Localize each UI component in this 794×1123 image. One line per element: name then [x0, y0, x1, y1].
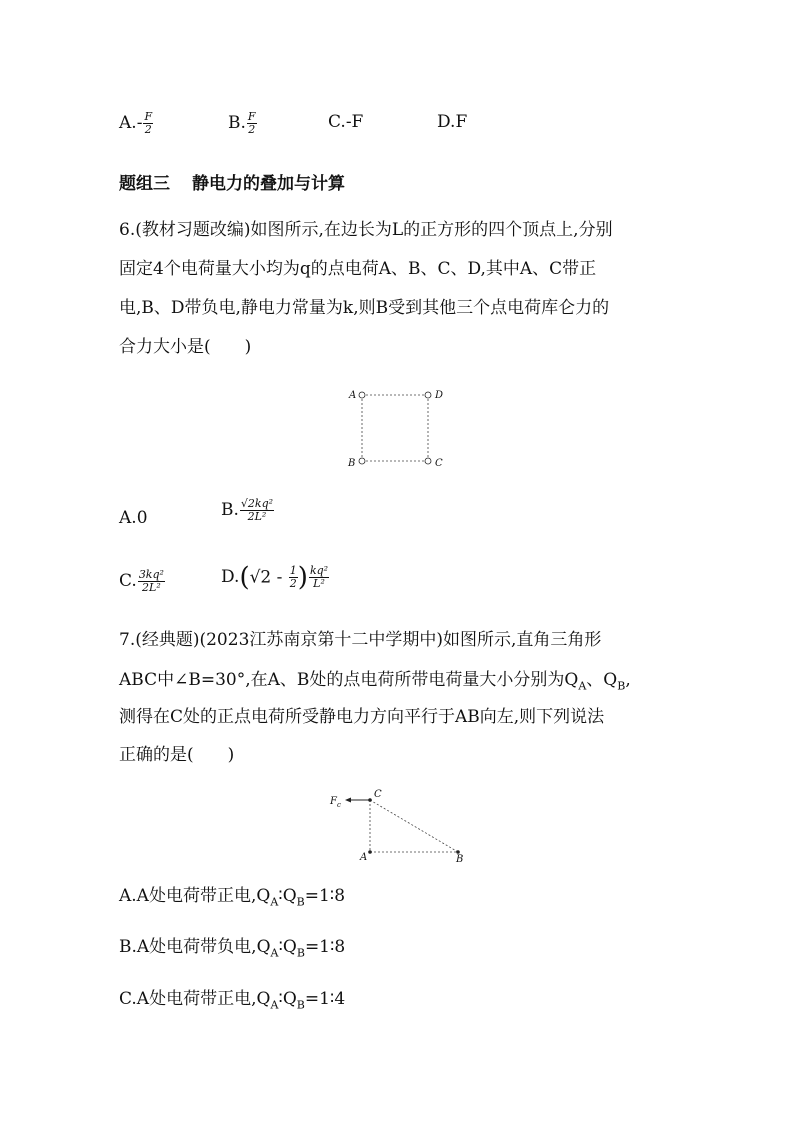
- q5-option-c: C.-F: [328, 112, 364, 132]
- q6-line-3: 电,B、D带负电,静电力常量为k,则B受到其他三个点电荷库仑力的: [119, 298, 610, 318]
- q7-option-c: C.A处电荷带正电$,Q_A∶Q_B=1∶4$: [119, 989, 346, 1012]
- label-c: C: [374, 789, 382, 800]
- label-a: A: [349, 390, 357, 401]
- q5-option-b: B. $\frac{F}{2}$: [228, 110, 256, 136]
- q7-line-3: 测得在C处的正点电荷所受静电力方向平行于AB向左,则下列说法: [119, 707, 605, 727]
- q7-option-b: B.A处电荷带负电$,Q_A∶Q_B=1∶8$: [119, 937, 346, 960]
- force-arrow-icon: [345, 798, 351, 803]
- section-heading: 题组三 静电力的叠加与计算: [119, 174, 345, 194]
- q7-line-1: 7.(经典题)(2023江苏南京第十二中学期中)如图所示,直角三角形: [119, 630, 602, 650]
- q5-option-d: D.F: [437, 112, 468, 132]
- label-d: D: [435, 390, 444, 401]
- charge-c: [425, 458, 431, 464]
- q7-triangle-figure: [325, 785, 475, 865]
- label-c: C: [435, 458, 443, 469]
- q5-option-a: A.- $\frac{F}{2}$: [119, 110, 153, 136]
- label-f: F: [330, 796, 337, 807]
- label-a: A: [360, 852, 368, 863]
- q6-option-c: C. $\frac{\text{3kq²}}{\text{2L²}}$: [119, 568, 164, 594]
- q6-option-d: D.(√2 - $\frac{1}{2}$ ) $\frac{\text{kq²}}{\text{L²}}$: [221, 562, 329, 593]
- point-a: [368, 850, 372, 854]
- label-b: B: [456, 854, 464, 865]
- q6-line-2: 固定4个电荷量大小均为q的点电荷A、B、C、D,其中A、C带正: [119, 259, 597, 279]
- charge-d: [425, 392, 431, 398]
- q6-option-a: A.0: [119, 508, 148, 528]
- q6-line-1: 6.(教材习题改编)如图所示,在边长为L的正方形的四个顶点上,分别: [119, 220, 613, 240]
- charge-a: [359, 392, 365, 398]
- q7-line-2: ABC中∠B=30°,在A、B处的点电荷所带电荷量大小分别为$Q_A$、$Q_B$,: [119, 670, 631, 693]
- q7-option-a: A.A处电荷带正电$,Q_A∶Q_B=1∶8$: [119, 886, 346, 909]
- point-c: [368, 798, 372, 802]
- triangle-edge-cb: [370, 800, 458, 852]
- label-f-sub: c: [337, 801, 341, 809]
- charge-b: [359, 458, 365, 464]
- q6-square-figure: [340, 385, 450, 470]
- q7-line-4: 正确的是( ): [119, 745, 235, 765]
- q6-line-4: 合力大小是( ): [119, 337, 252, 357]
- label-b: B: [348, 458, 356, 469]
- q6-option-b: B. $\frac{\text{√2kq²}}{\text{2L²}}$: [221, 497, 274, 523]
